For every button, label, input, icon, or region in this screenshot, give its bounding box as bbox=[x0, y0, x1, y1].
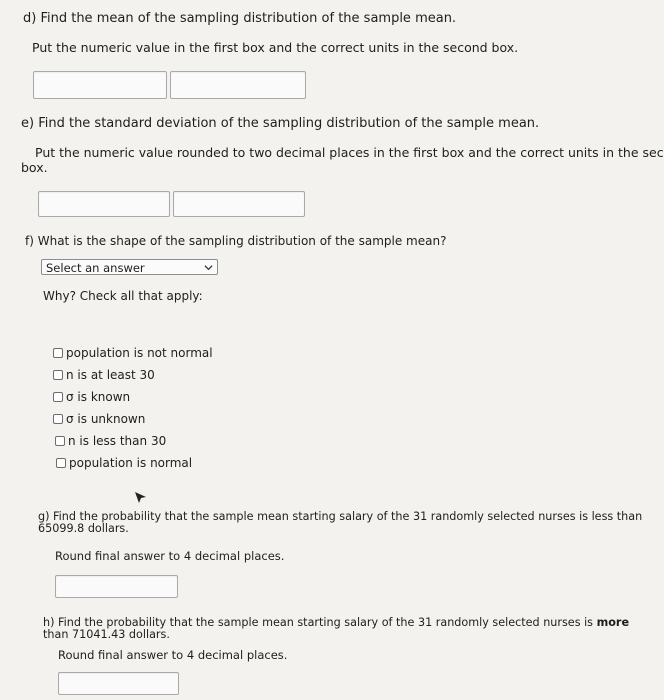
part-e-value-input[interactable] bbox=[38, 191, 170, 217]
part-f-question: f) What is the shape of the sampling distribution of the sample mean? bbox=[25, 234, 447, 248]
part-e-question: e) Find the standard deviation of the sampling distribution of the sample mean. bbox=[21, 116, 540, 131]
checkbox[interactable] bbox=[53, 414, 63, 424]
option-n-less-than-30[interactable] bbox=[55, 434, 166, 448]
part-e-instruction-line2: box. bbox=[21, 160, 48, 175]
part-h-question-line2: than 71041.43 dollars. bbox=[43, 628, 170, 641]
part-d-question: d) Find the mean of the sampling distribution of the sample mean. bbox=[23, 11, 457, 26]
option-label: n is at least 30 bbox=[66, 368, 155, 382]
checkbox[interactable] bbox=[56, 458, 66, 468]
mouse-cursor-icon bbox=[134, 491, 148, 505]
part-h-answer-input[interactable] bbox=[58, 672, 179, 695]
option-sigma-unknown[interactable] bbox=[53, 412, 145, 426]
part-d-units-input[interactable] bbox=[170, 71, 306, 99]
checkbox[interactable] bbox=[53, 348, 63, 358]
part-d-instruction: Put the numeric value in the first box and the correct units in the second box. bbox=[32, 40, 519, 55]
part-h-question-text: h) Find the probability that the sample mean starting salary of the 31 randomly selected nurses is bbox=[43, 616, 597, 629]
option-sigma-known[interactable] bbox=[53, 390, 130, 404]
part-g-question-line2: 65099.8 dollars. bbox=[38, 522, 129, 535]
shape-select[interactable] bbox=[41, 259, 218, 275]
option-n-at-least-30[interactable] bbox=[53, 368, 155, 382]
part-g-answer-input[interactable] bbox=[55, 575, 178, 598]
part-e-units-input[interactable] bbox=[173, 191, 305, 217]
option-label: σ is unknown bbox=[66, 412, 146, 426]
option-label: σ is known bbox=[66, 390, 131, 404]
option-label: population is normal bbox=[69, 456, 193, 470]
checkbox[interactable] bbox=[53, 370, 63, 380]
part-e-instruction-line1: Put the numeric value rounded to two decimal places in the first box and the correct units in the sec bbox=[35, 145, 664, 160]
part-h-emphasis: more bbox=[596, 616, 630, 629]
part-h-instruction: Round final answer to 4 decimal places. bbox=[58, 648, 288, 662]
option-label: population is not normal bbox=[66, 346, 213, 360]
option-population-not-normal[interactable] bbox=[53, 346, 213, 360]
checkbox[interactable] bbox=[55, 436, 65, 446]
option-population-normal[interactable] bbox=[56, 456, 192, 470]
part-g-question-line1: g) Find the probability that the sample mean starting salary of the 31 randomly selected nurses is less than bbox=[38, 510, 643, 523]
chevron-down-icon bbox=[204, 263, 213, 272]
part-g-instruction: Round final answer to 4 decimal places. bbox=[55, 549, 285, 563]
part-d-value-input[interactable] bbox=[33, 71, 167, 99]
checkbox[interactable] bbox=[53, 392, 63, 402]
why-label: Why? Check all that apply: bbox=[43, 289, 203, 303]
shape-select-value: Select an answer bbox=[46, 261, 145, 275]
option-label: n is less than 30 bbox=[68, 434, 167, 448]
